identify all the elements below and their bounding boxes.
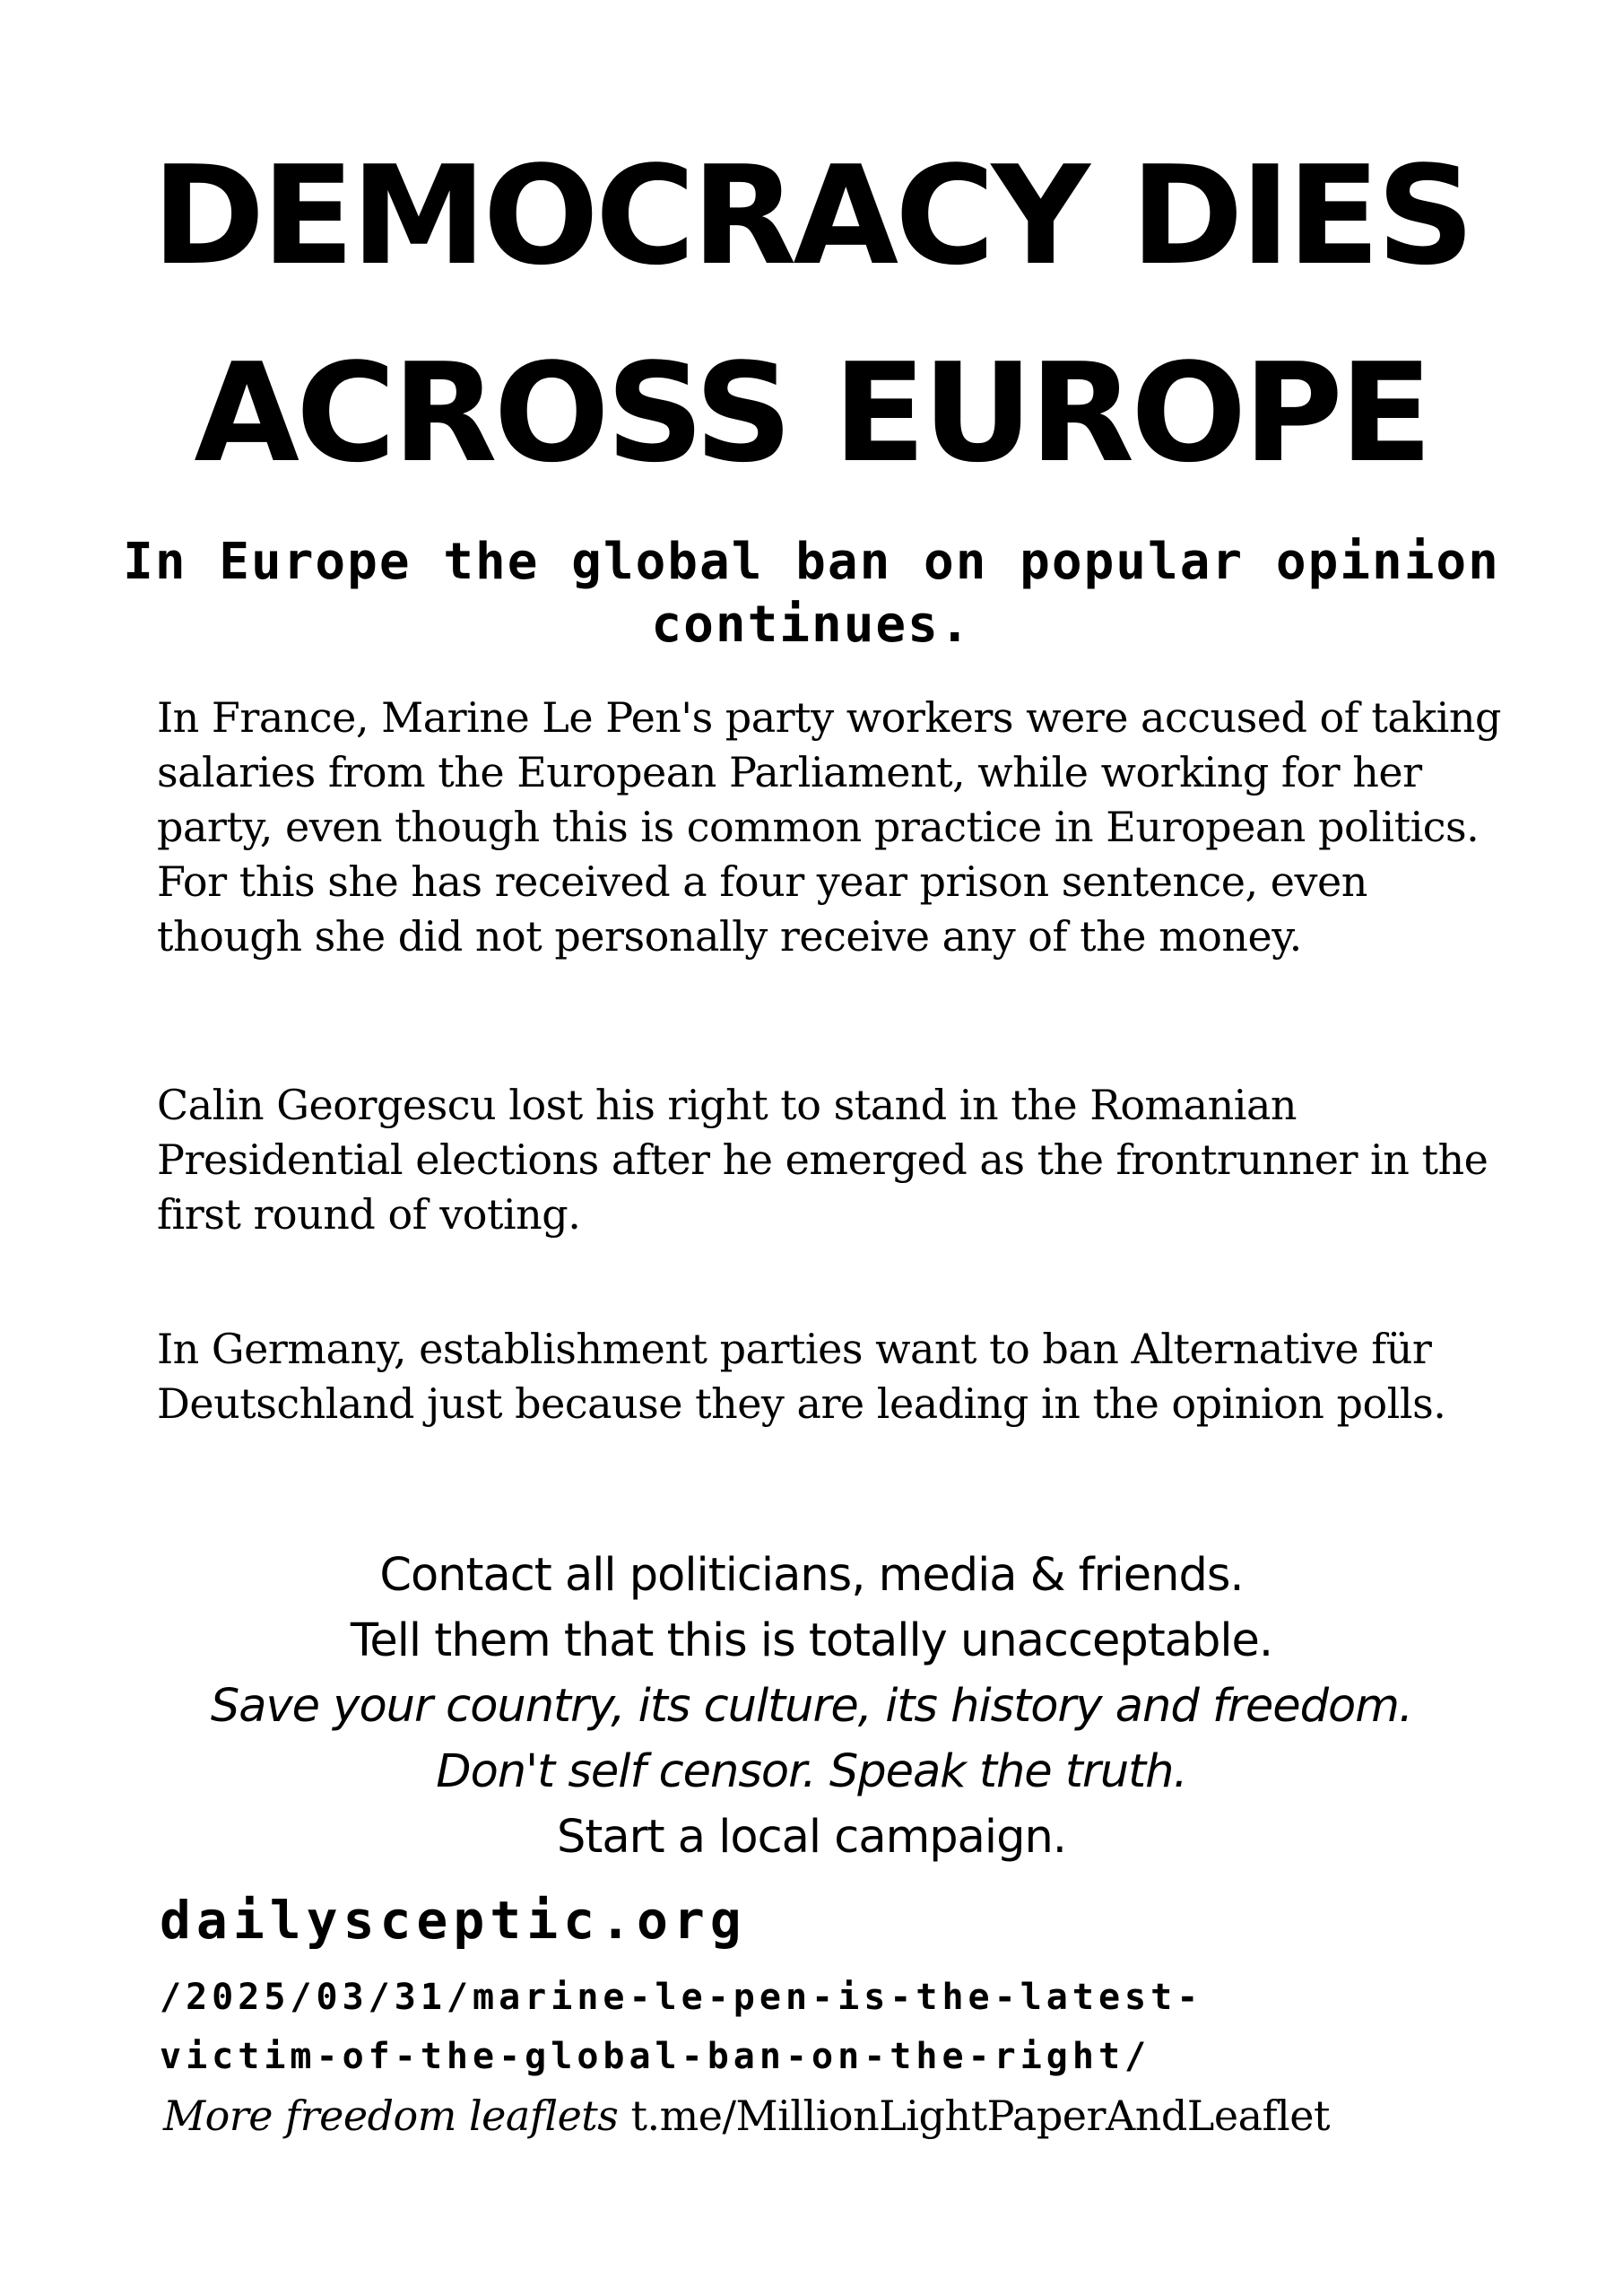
paragraph-france: In France, Marine Le Pen's party workers were accused of taking salaries from the European Parliament, while working for her party, even though this is common practice in European politics. For this she has received a four year prison sentence, even though she did not personally receive any of the money.	[157, 693, 1501, 961]
paragraph-romania: Calin Georgescu lost his right to stand in the Romanian Presidential elections after he emerged as the frontrunner in the first round of voting.	[157, 1081, 1488, 1239]
headline-line-2: ACROSS EUROPE	[194, 334, 1429, 492]
cta-line-unacceptable: Tell them that this is totally unacceptable.	[350, 1614, 1273, 1667]
footer-link[interactable]: t.me/MillionLightPaperAndLeaflet	[630, 2092, 1330, 2140]
source-domain[interactable]: dailysceptic.org	[160, 1890, 747, 1951]
cta-line-campaign: Start a local campaign.	[557, 1811, 1066, 1864]
source-path-line-1: /2025/03/31/marine-le-pen-is-the-latest-	[160, 1977, 1203, 2018]
paragraph-germany: In Germany, establishment parties want to ban Alternative für Deutschland just because they are leading in the opinion polls.	[157, 1325, 1446, 1428]
subheading: In Europe the global ban on popular opinion continues.	[123, 533, 1500, 654]
headline-line-1: DEMOCRACY DIES	[152, 136, 1471, 295]
cta-line-save-country: Save your country, its culture, its history and freedom.	[210, 1680, 1413, 1733]
cta-line-contact: Contact all politicians, media & friends.	[379, 1549, 1244, 1602]
call-to-action	[0, 1543, 1623, 1870]
cta-line-speak-truth: Don't self censor. Speak the truth.	[436, 1745, 1187, 1798]
source-path[interactable]	[160, 1968, 1594, 2086]
source-path-line-2: victim-of-the-global-ban-on-the-right/	[160, 2036, 1151, 2077]
footer-label: More freedom leaflets	[163, 2092, 619, 2140]
footer	[163, 2092, 1330, 2141]
